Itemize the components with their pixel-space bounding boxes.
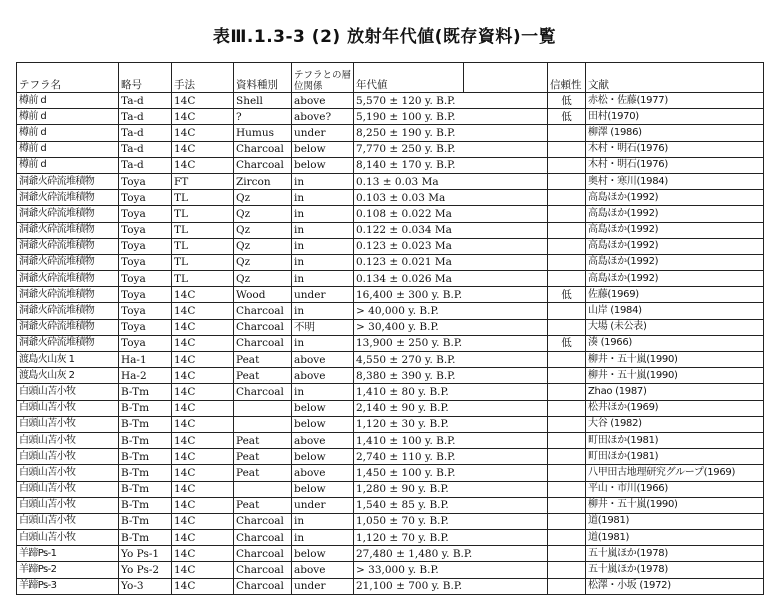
tephra-name-cell: 樽前 d	[17, 141, 119, 157]
material-cell: Humus	[234, 125, 292, 141]
reference-cell: 柳井・五十嵐(1990)	[586, 497, 764, 513]
age-value-cell: 4,550 ± 270 y. B.P.	[354, 352, 548, 368]
method-cell: 14C	[172, 157, 234, 173]
tephra-name-cell: 白頭山苫小牧	[17, 481, 119, 497]
method-cell: 14C	[172, 578, 234, 594]
relation-cell: below	[292, 546, 354, 562]
age-value-cell: 1,120 ± 30 y. B.P.	[354, 416, 548, 432]
relation-cell: above	[292, 432, 354, 448]
table-row	[17, 319, 764, 335]
age-value-cell: 7,770 ± 250 y. B.P.	[354, 141, 548, 157]
relation-cell: above?	[292, 109, 354, 125]
abbreviation-cell: B-Tm	[119, 481, 172, 497]
abbreviation-cell: Toya	[119, 173, 172, 189]
abbreviation-cell: Toya	[119, 254, 172, 270]
tephra-name-cell: 樽前 d	[17, 125, 119, 141]
reliability-cell	[548, 238, 586, 254]
relation-cell: above	[292, 93, 354, 109]
material-cell	[234, 481, 292, 497]
reliability-cell	[548, 222, 586, 238]
table-body	[17, 93, 764, 595]
reference-cell: 赤松・佐藤(1977)	[586, 93, 764, 109]
table-row	[17, 125, 764, 141]
method-cell: 14C	[172, 319, 234, 335]
method-cell: TL	[172, 238, 234, 254]
tephra-name-cell: 樽前 d	[17, 109, 119, 125]
material-cell: Charcoal	[234, 319, 292, 335]
abbreviation-cell: B-Tm	[119, 384, 172, 400]
header-tephra-name: テフラ名	[17, 63, 119, 93]
tephra-name-cell: 樽前 d	[17, 93, 119, 109]
abbreviation-cell: Toya	[119, 319, 172, 335]
tephra-name-cell: 羊蹄Ps-1	[17, 546, 119, 562]
age-value-cell: 0.13 ± 0.03 Ma	[354, 173, 548, 189]
relation-cell: in	[292, 238, 354, 254]
material-cell: Charcoal	[234, 157, 292, 173]
age-value-cell: > 30,400 y. B.P.	[354, 319, 548, 335]
material-cell: Qz	[234, 271, 292, 287]
reliability-cell	[548, 173, 586, 189]
tephra-name-cell: 洞爺火砕流堆積物	[17, 173, 119, 189]
reference-cell: 佐藤(1969)	[586, 287, 764, 303]
material-cell	[234, 416, 292, 432]
method-cell: FT	[172, 173, 234, 189]
method-cell: TL	[172, 206, 234, 222]
reference-cell: 町田ほか(1981)	[586, 449, 764, 465]
tephra-name-cell: 白頭山苫小牧	[17, 400, 119, 416]
header-abbreviation: 略号	[119, 63, 172, 93]
relation-cell: below	[292, 157, 354, 173]
material-cell: Qz	[234, 190, 292, 206]
abbreviation-cell: B-Tm	[119, 432, 172, 448]
relation-cell: in	[292, 190, 354, 206]
material-cell: Charcoal	[234, 513, 292, 529]
relation-cell: under	[292, 287, 354, 303]
relation-cell: in	[292, 513, 354, 529]
tephra-name-cell: 樽前 d	[17, 157, 119, 173]
reliability-cell	[548, 400, 586, 416]
relation-cell: under	[292, 497, 354, 513]
abbreviation-cell: Toya	[119, 271, 172, 287]
tephra-name-cell: 洞爺火砕流堆積物	[17, 222, 119, 238]
reliability-cell	[548, 513, 586, 529]
material-cell: Peat	[234, 449, 292, 465]
relation-cell: in	[292, 335, 354, 351]
reference-cell: 八甲田古地理研究グループ(1969)	[586, 465, 764, 481]
abbreviation-cell: Toya	[119, 190, 172, 206]
reference-cell: 高島ほか(1992)	[586, 222, 764, 238]
reliability-cell	[548, 578, 586, 594]
age-value-cell: 8,140 ± 170 y. B.P.	[354, 157, 548, 173]
abbreviation-cell: Ta-d	[119, 157, 172, 173]
table-row	[17, 141, 764, 157]
reliability-cell: 低	[548, 335, 586, 351]
tephra-name-cell: 白頭山苫小牧	[17, 449, 119, 465]
reference-cell: 柳井・五十嵐(1990)	[586, 368, 764, 384]
tephra-name-cell: 白頭山苫小牧	[17, 416, 119, 432]
relation-cell: below	[292, 481, 354, 497]
material-cell: Wood	[234, 287, 292, 303]
method-cell: 14C	[172, 287, 234, 303]
relation-cell: in	[292, 173, 354, 189]
table-row	[17, 416, 764, 432]
method-cell: 14C	[172, 497, 234, 513]
reliability-cell	[548, 352, 586, 368]
table-row	[17, 109, 764, 125]
table-row	[17, 562, 764, 578]
abbreviation-cell: B-Tm	[119, 513, 172, 529]
method-cell: TL	[172, 271, 234, 287]
table-row	[17, 530, 764, 546]
material-cell: Charcoal	[234, 562, 292, 578]
material-cell: Charcoal	[234, 530, 292, 546]
reliability-cell: 低	[548, 93, 586, 109]
tephra-name-cell: 渡島火山灰 2	[17, 368, 119, 384]
table-row	[17, 157, 764, 173]
relation-cell: in	[292, 206, 354, 222]
reliability-cell: 低	[548, 109, 586, 125]
reference-cell: 平山・市川(1966)	[586, 481, 764, 497]
header-reliability: 信頼性	[548, 63, 586, 93]
tephra-name-cell: 羊蹄Ps-3	[17, 578, 119, 594]
relation-cell: above	[292, 352, 354, 368]
reference-cell: 高島ほか(1992)	[586, 271, 764, 287]
table-row	[17, 449, 764, 465]
table-row	[17, 335, 764, 351]
abbreviation-cell: Toya	[119, 238, 172, 254]
table-row	[17, 465, 764, 481]
table-row	[17, 497, 764, 513]
age-value-cell: 1,410 ± 80 y. B.P.	[354, 384, 548, 400]
reliability-cell	[548, 319, 586, 335]
reference-cell: Zhao (1987)	[586, 384, 764, 400]
reference-cell: 柳澤 (1986)	[586, 125, 764, 141]
method-cell: 14C	[172, 513, 234, 529]
reference-cell: 奥村・寒川(1984)	[586, 173, 764, 189]
reliability-cell	[548, 254, 586, 270]
reliability-cell	[548, 530, 586, 546]
table-row	[17, 546, 764, 562]
abbreviation-cell: Ha-1	[119, 352, 172, 368]
age-value-cell: 16,400 ± 300 y. B.P.	[354, 287, 548, 303]
header-age-value-cont	[464, 63, 548, 93]
reference-cell: 木村・明石(1976)	[586, 157, 764, 173]
method-cell: 14C	[172, 384, 234, 400]
relation-cell: above	[292, 368, 354, 384]
relation-cell: in	[292, 222, 354, 238]
tephra-name-cell: 洞爺火砕流堆積物	[17, 303, 119, 319]
reliability-cell	[548, 546, 586, 562]
tephra-name-cell: 白頭山苫小牧	[17, 530, 119, 546]
tephra-name-cell: 渡島火山灰 1	[17, 352, 119, 368]
tephra-name-cell: 白頭山苫小牧	[17, 384, 119, 400]
reliability-cell	[548, 303, 586, 319]
reference-cell: 松井ほか(1969)	[586, 400, 764, 416]
age-value-cell: 8,380 ± 390 y. B.P.	[354, 368, 548, 384]
age-value-cell: 0.103 ± 0.03 Ma	[354, 190, 548, 206]
abbreviation-cell: B-Tm	[119, 400, 172, 416]
table-row	[17, 222, 764, 238]
age-value-cell: 1,120 ± 70 y. B.P.	[354, 530, 548, 546]
relation-cell: 不明	[292, 319, 354, 335]
reference-cell: 大谷 (1982)	[586, 416, 764, 432]
relation-cell: in	[292, 254, 354, 270]
table-row	[17, 254, 764, 270]
reference-cell: 五十嵐ほか(1978)	[586, 562, 764, 578]
reliability-cell	[548, 465, 586, 481]
abbreviation-cell: Ta-d	[119, 109, 172, 125]
age-value-cell: 5,570 ± 120 y. B.P.	[354, 93, 548, 109]
method-cell: 14C	[172, 400, 234, 416]
age-value-cell: 1,280 ± 90 y. B.P.	[354, 481, 548, 497]
table-row	[17, 368, 764, 384]
reliability-cell	[548, 384, 586, 400]
age-value-cell: 2,140 ± 90 y. B.P.	[354, 400, 548, 416]
page-title: 表Ⅲ.1.3-3 (2) 放射年代値(既存資料)一覧	[212, 27, 557, 47]
abbreviation-cell: Yo Ps-2	[119, 562, 172, 578]
method-cell: 14C	[172, 141, 234, 157]
tephra-name-cell: 洞爺火砕流堆積物	[17, 319, 119, 335]
reference-cell: 湊 (1966)	[586, 335, 764, 351]
method-cell: 14C	[172, 481, 234, 497]
method-cell: 14C	[172, 303, 234, 319]
reference-cell: 五十嵐ほか(1978)	[586, 546, 764, 562]
table-row	[17, 578, 764, 594]
reference-cell: 山岸 (1984)	[586, 303, 764, 319]
tephra-name-cell: 洞爺火砕流堆積物	[17, 271, 119, 287]
material-cell: Peat	[234, 368, 292, 384]
reference-cell: 高島ほか(1992)	[586, 254, 764, 270]
abbreviation-cell: B-Tm	[119, 449, 172, 465]
method-cell: 14C	[172, 335, 234, 351]
reference-cell: 道(1981)	[586, 530, 764, 546]
method-cell: 14C	[172, 432, 234, 448]
reliability-cell	[548, 141, 586, 157]
method-cell: TL	[172, 254, 234, 270]
abbreviation-cell: Toya	[119, 303, 172, 319]
age-value-cell: 0.108 ± 0.022 Ma	[354, 206, 548, 222]
material-cell: Shell	[234, 93, 292, 109]
relation-cell: in	[292, 271, 354, 287]
reference-cell: 高島ほか(1992)	[586, 206, 764, 222]
method-cell: TL	[172, 222, 234, 238]
reliability-cell	[548, 206, 586, 222]
header-stratigraphic-relation: テフラとの層位関係	[292, 63, 354, 93]
method-cell: 14C	[172, 109, 234, 125]
tephra-name-cell: 白頭山苫小牧	[17, 465, 119, 481]
reference-cell: 木村・明石(1976)	[586, 141, 764, 157]
method-cell: 14C	[172, 125, 234, 141]
method-cell: 14C	[172, 530, 234, 546]
age-value-cell: 1,450 ± 100 y. B.P.	[354, 465, 548, 481]
reliability-cell	[548, 497, 586, 513]
abbreviation-cell: Ta-d	[119, 93, 172, 109]
tephra-name-cell: 洞爺火砕流堆積物	[17, 335, 119, 351]
reliability-cell	[548, 368, 586, 384]
table-row	[17, 481, 764, 497]
material-cell: Charcoal	[234, 335, 292, 351]
material-cell: Peat	[234, 352, 292, 368]
age-value-cell: 0.134 ± 0.026 Ma	[354, 271, 548, 287]
material-cell: Charcoal	[234, 384, 292, 400]
method-cell: 14C	[172, 93, 234, 109]
reliability-cell: 低	[548, 287, 586, 303]
reference-cell: 松澤・小坂 (1972)	[586, 578, 764, 594]
reference-cell: 町田ほか(1981)	[586, 432, 764, 448]
table-row	[17, 303, 764, 319]
method-cell: 14C	[172, 465, 234, 481]
tephra-name-cell: 洞爺火砕流堆積物	[17, 254, 119, 270]
age-value-cell: 21,100 ± 700 y. B.P.	[354, 578, 548, 594]
material-cell: Charcoal	[234, 578, 292, 594]
table-row	[17, 384, 764, 400]
material-cell: Charcoal	[234, 546, 292, 562]
material-cell: Zircon	[234, 173, 292, 189]
abbreviation-cell: Ta-d	[119, 141, 172, 157]
tephra-name-cell: 白頭山苫小牧	[17, 497, 119, 513]
material-cell: Qz	[234, 206, 292, 222]
table-row	[17, 93, 764, 109]
method-cell: 14C	[172, 416, 234, 432]
header-age-value: 年代値	[354, 63, 464, 93]
abbreviation-cell: Toya	[119, 206, 172, 222]
header-method: 手法	[172, 63, 234, 93]
tephra-name-cell: 白頭山苫小牧	[17, 513, 119, 529]
reference-cell: 田村(1970)	[586, 109, 764, 125]
tephra-name-cell: 洞爺火砕流堆積物	[17, 206, 119, 222]
abbreviation-cell: Ha-2	[119, 368, 172, 384]
reliability-cell	[548, 416, 586, 432]
relation-cell: above	[292, 562, 354, 578]
age-value-cell: 0.123 ± 0.023 Ma	[354, 238, 548, 254]
age-value-cell: 1,410 ± 100 y. B.P.	[354, 432, 548, 448]
abbreviation-cell: B-Tm	[119, 465, 172, 481]
reference-cell: 高島ほか(1992)	[586, 190, 764, 206]
tephra-name-cell: 洞爺火砕流堆積物	[17, 238, 119, 254]
reliability-cell	[548, 271, 586, 287]
abbreviation-cell: Yo-3	[119, 578, 172, 594]
radiometric-age-table	[16, 62, 764, 595]
table-row	[17, 432, 764, 448]
material-cell: Peat	[234, 432, 292, 448]
relation-cell: under	[292, 578, 354, 594]
relation-cell: in	[292, 384, 354, 400]
reliability-cell	[548, 562, 586, 578]
table-row	[17, 173, 764, 189]
abbreviation-cell: Toya	[119, 287, 172, 303]
method-cell: 14C	[172, 352, 234, 368]
reference-cell: 大場 (未公表)	[586, 319, 764, 335]
material-cell: Qz	[234, 222, 292, 238]
header-reference: 文献	[586, 63, 764, 93]
abbreviation-cell: B-Tm	[119, 530, 172, 546]
abbreviation-cell: Toya	[119, 222, 172, 238]
method-cell: 14C	[172, 546, 234, 562]
material-cell: Qz	[234, 254, 292, 270]
relation-cell: under	[292, 125, 354, 141]
age-value-cell: 0.122 ± 0.034 Ma	[354, 222, 548, 238]
age-value-cell: > 40,000 y. B.P.	[354, 303, 548, 319]
abbreviation-cell: Yo Ps-1	[119, 546, 172, 562]
table-row	[17, 513, 764, 529]
table-row	[17, 400, 764, 416]
relation-cell: in	[292, 530, 354, 546]
age-value-cell: 2,740 ± 110 y. B.P.	[354, 449, 548, 465]
relation-cell: below	[292, 416, 354, 432]
reference-cell: 道(1981)	[586, 513, 764, 529]
age-value-cell: 0.123 ± 0.021 Ma	[354, 254, 548, 270]
relation-cell: below	[292, 400, 354, 416]
age-value-cell: 27,480 ± 1,480 y. B.P.	[354, 546, 548, 562]
material-cell: Charcoal	[234, 141, 292, 157]
age-value-cell: 1,540 ± 85 y. B.P.	[354, 497, 548, 513]
reliability-cell	[548, 449, 586, 465]
abbreviation-cell: Ta-d	[119, 125, 172, 141]
reliability-cell	[548, 432, 586, 448]
material-cell: Qz	[234, 238, 292, 254]
material-cell: ?	[234, 109, 292, 125]
material-cell: Charcoal	[234, 303, 292, 319]
table-row	[17, 206, 764, 222]
tephra-name-cell: 洞爺火砕流堆積物	[17, 190, 119, 206]
abbreviation-cell: B-Tm	[119, 416, 172, 432]
age-value-cell: 8,250 ± 190 y. B.P.	[354, 125, 548, 141]
table-header-row	[17, 63, 764, 93]
relation-cell: above	[292, 465, 354, 481]
reliability-cell	[548, 190, 586, 206]
reliability-cell	[548, 481, 586, 497]
age-value-cell: 5,190 ± 100 y. B.P.	[354, 109, 548, 125]
method-cell: 14C	[172, 368, 234, 384]
reliability-cell	[548, 125, 586, 141]
table-row	[17, 287, 764, 303]
relation-cell: below	[292, 141, 354, 157]
reliability-cell	[548, 157, 586, 173]
material-cell: Peat	[234, 497, 292, 513]
age-value-cell: 13,900 ± 250 y. B.P.	[354, 335, 548, 351]
material-cell: Peat	[234, 465, 292, 481]
abbreviation-cell: B-Tm	[119, 497, 172, 513]
relation-cell: below	[292, 449, 354, 465]
method-cell: TL	[172, 190, 234, 206]
reference-cell: 柳井・五十嵐(1990)	[586, 352, 764, 368]
abbreviation-cell: Toya	[119, 335, 172, 351]
table-row	[17, 190, 764, 206]
reference-cell: 高島ほか(1992)	[586, 238, 764, 254]
header-material: 資料種別	[234, 63, 292, 93]
tephra-name-cell: 洞爺火砕流堆積物	[17, 287, 119, 303]
tephra-name-cell: 羊蹄Ps-2	[17, 562, 119, 578]
age-value-cell: > 33,000 y. B.P.	[354, 562, 548, 578]
table-row	[17, 271, 764, 287]
table-row	[17, 238, 764, 254]
method-cell: 14C	[172, 449, 234, 465]
table-row	[17, 352, 764, 368]
material-cell	[234, 400, 292, 416]
relation-cell: in	[292, 303, 354, 319]
age-value-cell: 1,050 ± 70 y. B.P.	[354, 513, 548, 529]
tephra-name-cell: 白頭山苫小牧	[17, 432, 119, 448]
method-cell: 14C	[172, 562, 234, 578]
